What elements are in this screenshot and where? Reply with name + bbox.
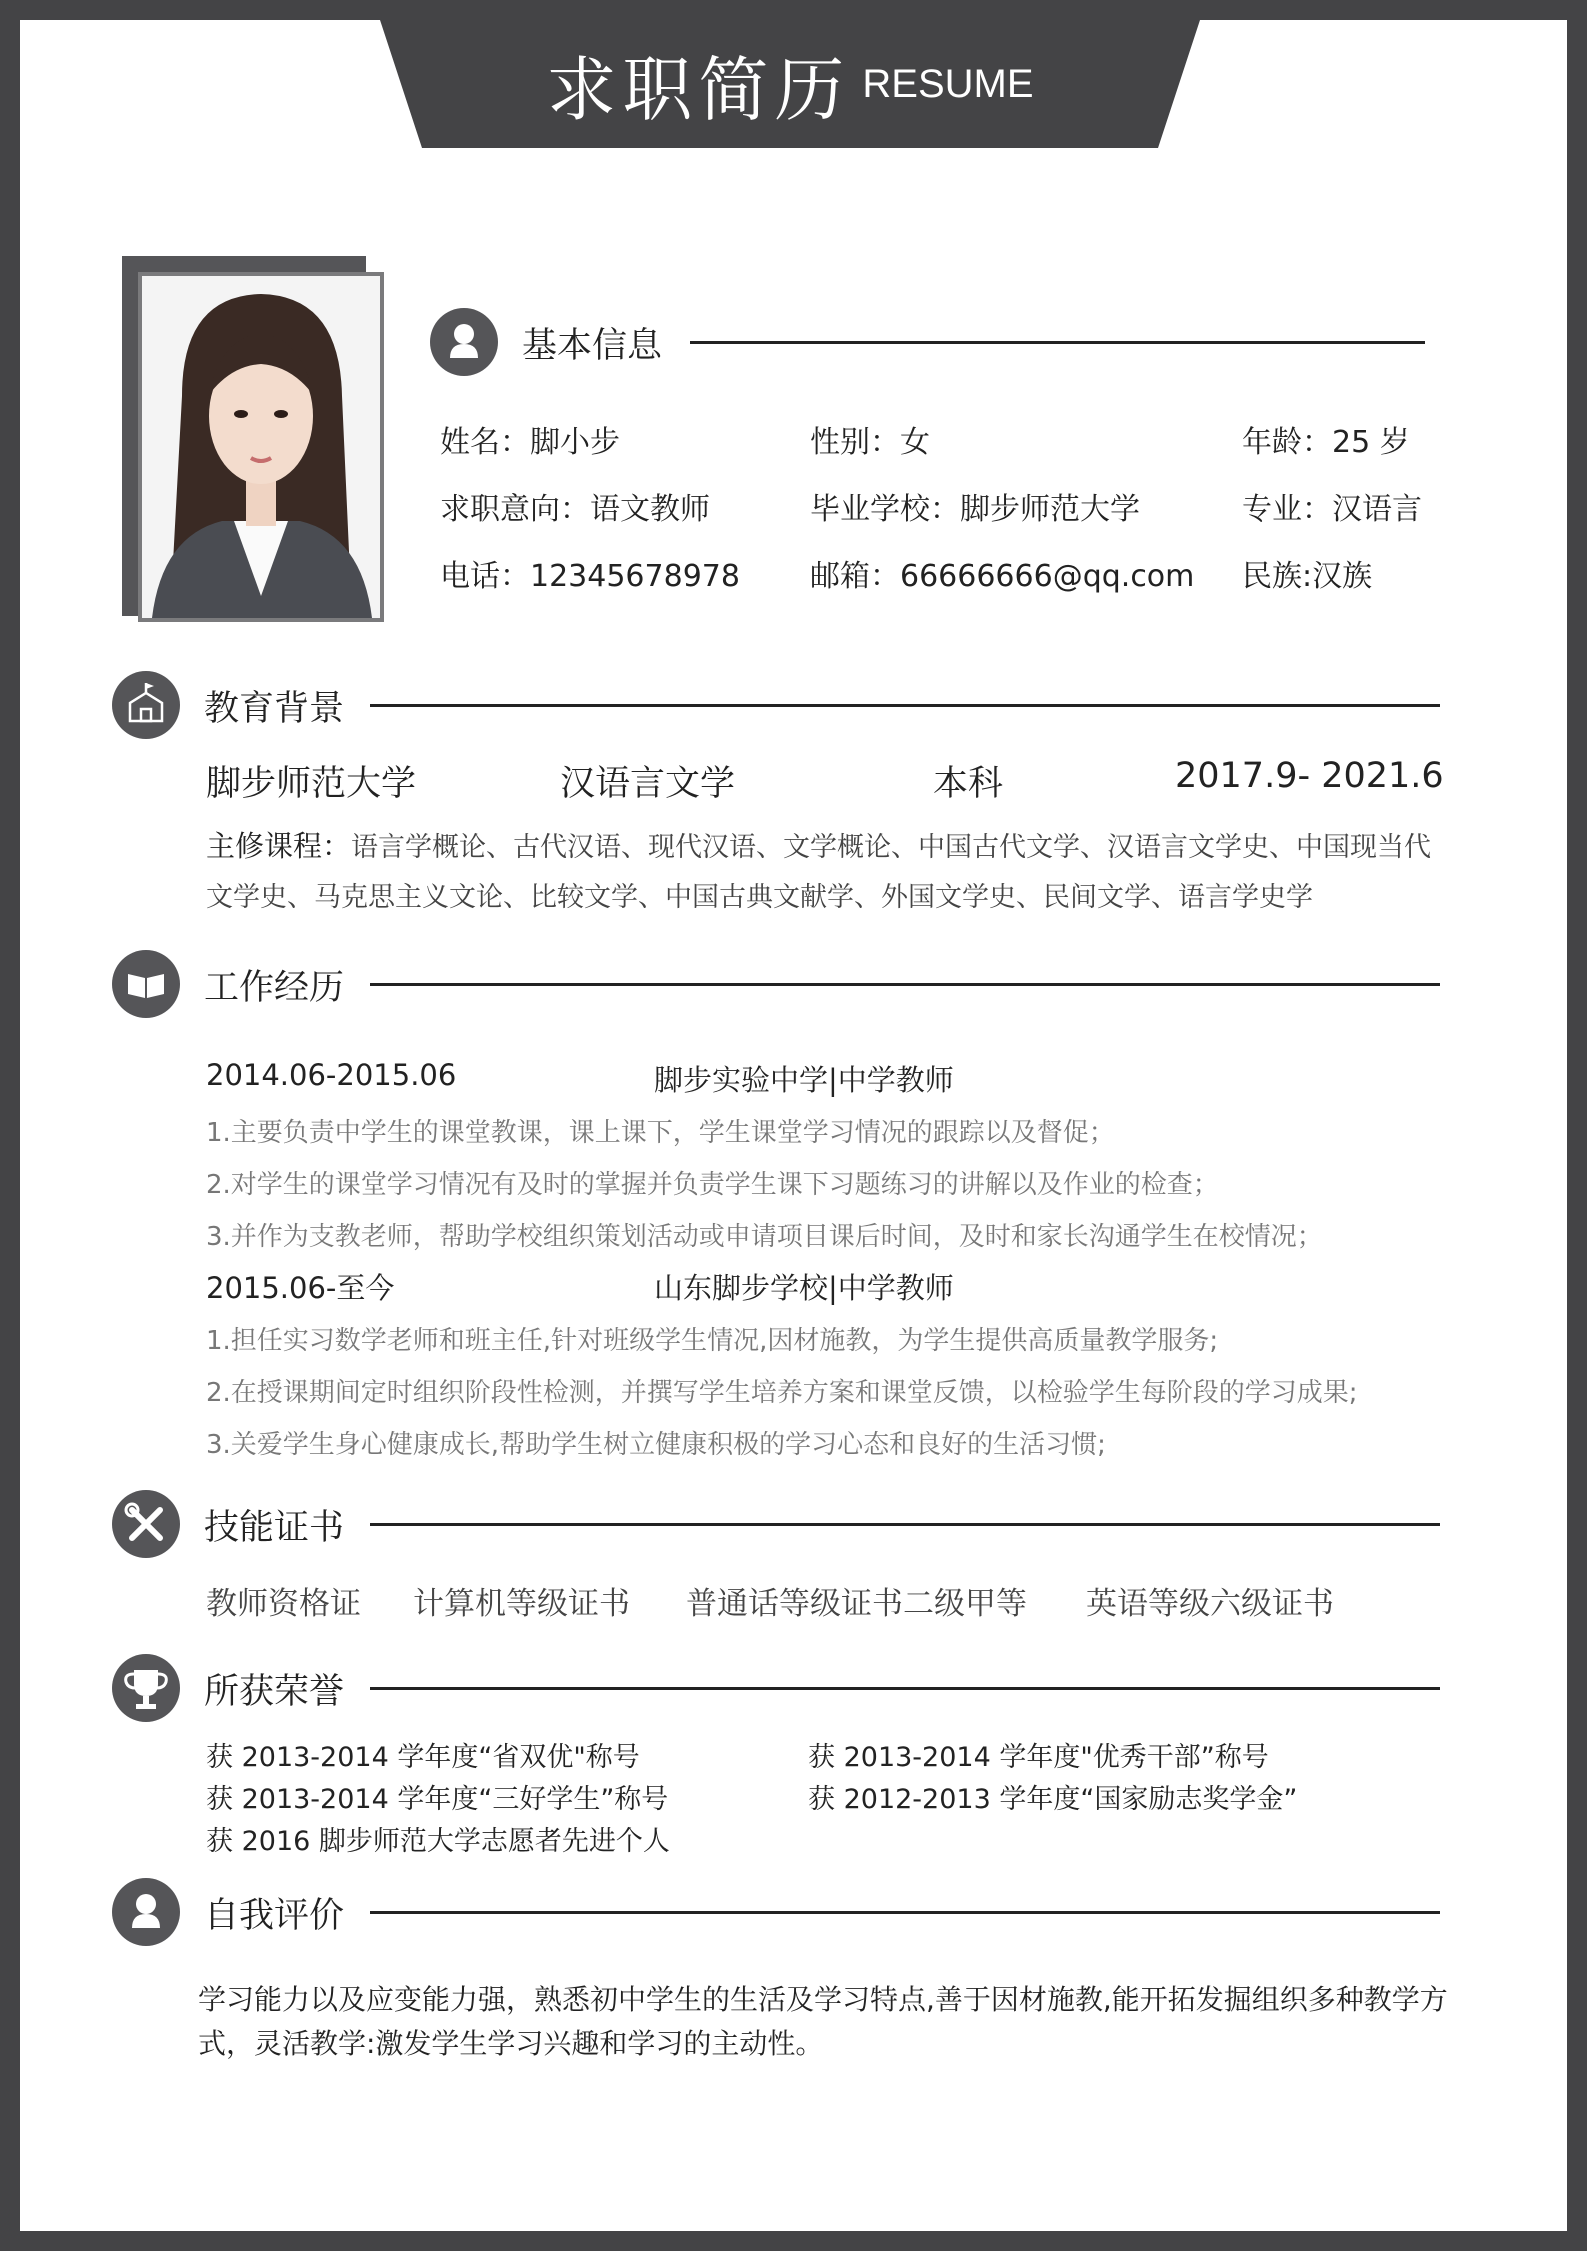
- person-icon: [430, 308, 498, 376]
- courses-list: 语言学概论、古代汉语、现代汉语、文学概论、中国古代文学、汉语言文学史、中国现当代文学史、马克思主义文论、比较文学、中国古典文献学、外国文学史、民间文学、语言学史学: [206, 832, 1432, 913]
- honor-item: 获 2012-2013 学年度“国家励志奖学金”: [808, 1784, 1298, 1815]
- job1-period: 2014.06-2015.06: [206, 1058, 457, 1092]
- school-icon: [112, 671, 180, 739]
- honor-item: 获 2016 脚步师范大学志愿者先进个人: [206, 1826, 670, 1857]
- work-divider: [370, 983, 1440, 986]
- job1-duty-2: 2.对学生的课堂学习情况有及时的掌握并负责学生课下习题练习的讲解以及作业的检查；: [206, 1170, 1219, 1200]
- job1-duty-1: 1.主要负责中学生的课堂教课，课上课下，学生课堂学习情况的跟踪以及督促；: [206, 1118, 1115, 1148]
- job2-org: 山东脚步学校|中学教师: [654, 1271, 954, 1305]
- book-icon: [112, 950, 180, 1018]
- person-icon: [112, 1878, 180, 1946]
- self-eval-divider: [370, 1911, 1440, 1914]
- skills-divider: [370, 1523, 1440, 1526]
- job2-period: 2015.06-至今: [206, 1271, 395, 1305]
- skills-heading: 技能证书: [204, 1508, 345, 1548]
- info-email: 邮箱：66666666@qq.com: [810, 559, 1195, 594]
- info-major: 专业：汉语言: [1242, 492, 1422, 527]
- skill-item: 教师资格证: [206, 1586, 361, 1622]
- tools-icon: [112, 1490, 180, 1558]
- info-phone: 电话：12345678978: [440, 559, 740, 594]
- skill-item: 英语等级六级证书: [1086, 1586, 1334, 1622]
- job1-org: 脚步实验中学|中学教师: [654, 1063, 954, 1097]
- title-english: RESUME: [862, 62, 1034, 106]
- info-school: 毕业学校：脚步师范大学: [810, 492, 1140, 527]
- trophy-icon: [112, 1654, 180, 1722]
- honor-item: 获 2013-2014 学年度“三好学生”称号: [206, 1784, 669, 1815]
- honor-item: 获 2013-2014 学年度"优秀干部”称号: [808, 1742, 1269, 1773]
- basic-info-heading: 基本信息: [522, 326, 663, 366]
- edu-period: 2017.9- 2021.6: [1175, 756, 1444, 796]
- edu-school: 脚步师范大学: [206, 764, 417, 804]
- job2-duty-1: 1.担任实习数学老师和班主任,针对班级学生情况,因材施教，为学生提供高质量教学服务;: [206, 1326, 1219, 1356]
- job2-duty-3: 3.关爱学生身心健康成长,帮助学生树立健康积极的学习心态和良好的生活习惯;: [206, 1430, 1106, 1460]
- education-heading: 教育背景: [204, 689, 345, 729]
- info-name: 姓名：脚小步: [440, 425, 620, 460]
- courses-label: 主修课程：: [206, 829, 352, 863]
- info-ethnicity: 民族:汉族: [1242, 559, 1373, 594]
- honors-divider: [370, 1687, 1440, 1690]
- basic-info-divider: [690, 341, 1425, 344]
- job1-duty-3: 3.并作为支教老师，帮助学校组织策划活动或申请项目课后时间，及时和家长沟通学生在校情况；: [206, 1222, 1323, 1252]
- profile-photo: [138, 272, 384, 622]
- skill-item: 计算机等级证书: [413, 1586, 630, 1622]
- title-chinese: 求职简历: [546, 49, 851, 131]
- info-gender: 性别：女: [810, 425, 930, 460]
- portrait-illustration: [142, 276, 380, 618]
- info-age: 年龄：25 岁: [1242, 425, 1410, 460]
- edu-courses: [206, 821, 1446, 923]
- honors-heading: 所获荣誉: [204, 1672, 345, 1712]
- info-job-intent: 求职意向：语文教师: [440, 492, 710, 527]
- work-heading: 工作经历: [204, 968, 345, 1008]
- self-eval-text: 学习能力以及应变能力强，熟悉初中学生的生活及学习特点,善于因材施教,能开拓发掘组织多种教学方式，灵活教学:激发学生学习兴趣和学习的主动性。: [198, 1983, 1448, 2060]
- title-banner: [380, 20, 1200, 148]
- edu-major: 汉语言文学: [560, 764, 736, 804]
- self-eval-heading: 自我评价: [204, 1896, 345, 1936]
- edu-degree: 本科: [933, 764, 1004, 804]
- resume-title: [380, 34, 1200, 135]
- skill-item: 普通话等级证书二级甲等: [686, 1586, 1027, 1622]
- job2-duty-2: 2.在授课期间定时组织阶段性检测，并撰写学生培养方案和课堂反馈，以检验学生每阶段的学习成果;: [206, 1378, 1358, 1408]
- education-divider: [370, 704, 1440, 707]
- honor-item: 获 2013-2014 学年度“省双优"称号: [206, 1742, 640, 1773]
